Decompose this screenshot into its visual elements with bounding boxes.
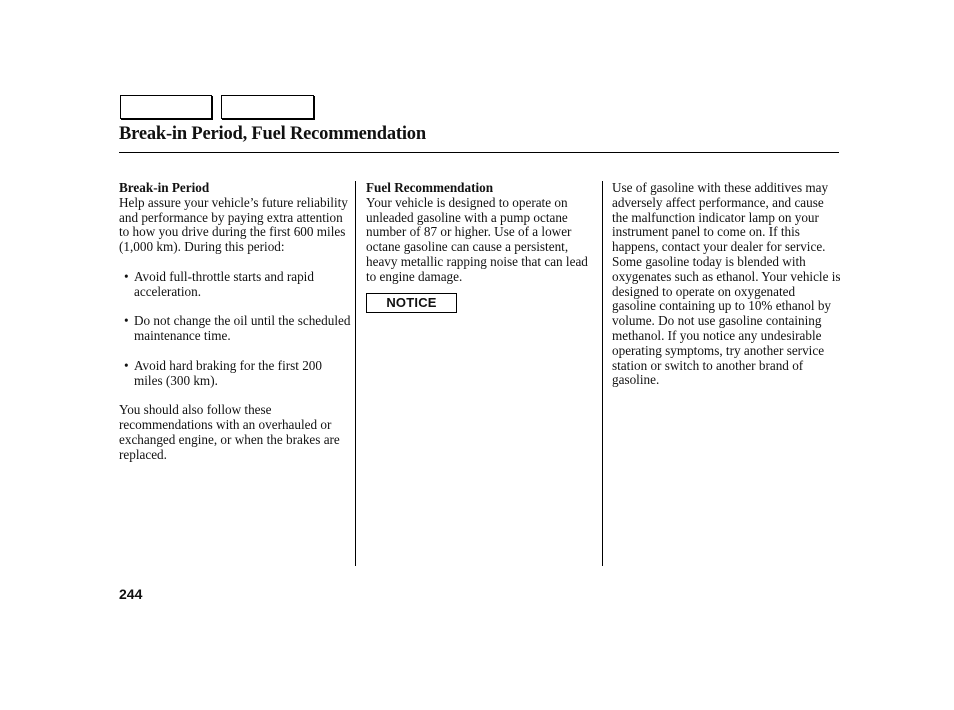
fuel-heading: Fuel Recommendation <box>366 180 494 195</box>
fuel-body: Your vehicle is designed to operate on unleaded gasoline with a pump octane number of 87 or higher. Use of a lower octane gasoline can cause a persistent, heavy metallic rapping noise that can lead to engine damage. <box>366 194 588 284</box>
break-in-intro: Help assure your vehicle’s future reliability and performance by paying extra attention to how you drive during the first 600 miles (1,000 km). During this period: <box>119 194 348 255</box>
list-item: • Avoid full-throttle starts and rapid acceleration. <box>120 270 351 300</box>
break-in-column <box>119 181 351 463</box>
additives-column <box>612 181 842 388</box>
title-divider <box>119 152 839 153</box>
column-divider-1 <box>355 181 356 566</box>
list-item: • Avoid hard braking for the first 200 miles (300 km). <box>120 359 351 389</box>
nav-tab-box-1[interactable] <box>120 95 212 119</box>
list-item: • Do not change the oil until the scheduled maintenance time. <box>120 314 351 344</box>
column-divider-2 <box>602 181 603 566</box>
nav-tab-box-2[interactable] <box>221 95 314 119</box>
page-title: Break-in Period, Fuel Recommendation <box>119 124 426 144</box>
notice-badge: NOTICE <box>366 293 457 313</box>
break-in-heading: Break-in Period <box>119 180 210 195</box>
fuel-column <box>366 181 598 313</box>
additives-body: Use of gasoline with these additives may adversely affect performance, and cause the malfunction indicator lamp on your instrument panel to come on. If this happens, contact your dealer for service. Some gasoline today is blended with oxygenates such as ethanol. Your vehicle is designed to operate on oxygenated gasoline containing up to 10% ethanol by volume. Do not use gasoline containing methanol. If you notice any undesirable operating symptoms, try another service station or switch to another brand of gasoline. <box>612 180 841 388</box>
page-number: 244 <box>119 586 143 602</box>
break-in-closing: You should also follow these recommendations with an overhauled or exchanged engine, or when the brakes are replaced. <box>119 402 340 462</box>
break-in-bullet-list <box>119 270 351 388</box>
